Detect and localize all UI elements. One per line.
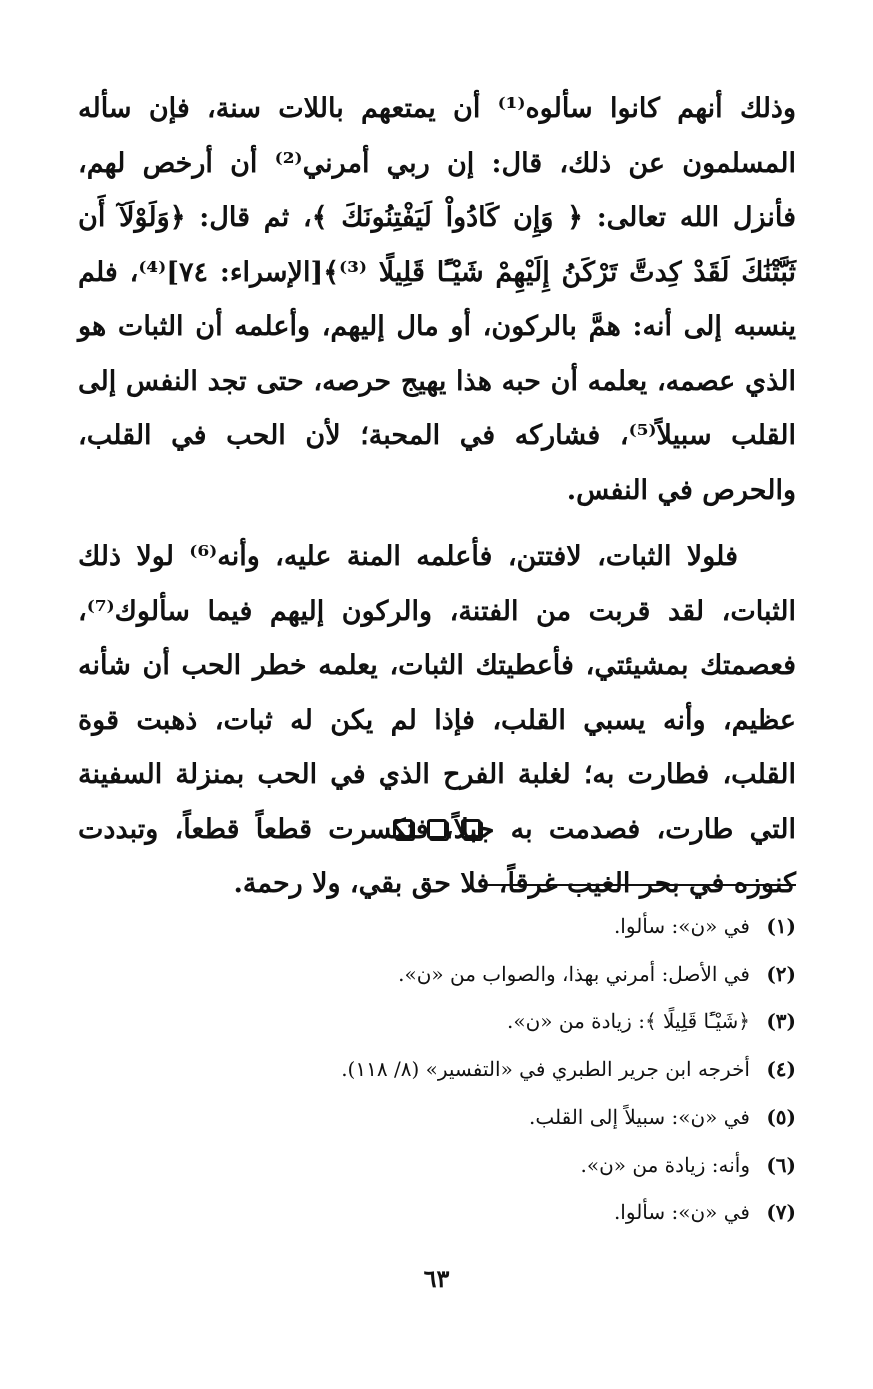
- footnote-number: (٦): [766, 1152, 796, 1177]
- footnote-number: (٢): [766, 961, 796, 986]
- footnote: [200, 1046, 796, 1094]
- footnote-text: في «ن»: سبيلاً إلى القلب.: [528, 1104, 750, 1129]
- footnote-text: وأنه: زيادة من «ن».: [580, 1152, 750, 1177]
- separator-box-icon: [461, 819, 481, 839]
- footnote-number: (٤): [766, 1057, 796, 1082]
- footnote-text: في «ن»: سألوا.: [613, 914, 750, 938]
- separator-box-icon: [393, 819, 413, 839]
- footnote-divider: [485, 884, 796, 886]
- footnote-number: (٣): [766, 1009, 796, 1034]
- footnote-text: أخرجه ابن جرير الطبري في «التفسير» (٨/ ١١٨).: [341, 1057, 750, 1082]
- paragraph-1: وذلك أنهم كانوا سألوه⁽¹⁾ أن يمتعهم باللات سنة، فإن سأله المسلمون عن ذلك، قال: إن ربي أمرني⁽²⁾ أن أرخص لهم، فأنزل الله تعالى: ﴿ وَإِن كَادُواْ لَيَفْتِنُونَكَ ﴾، ثم قال: ﴿وَلَوْلَآ أَن ثَبَّتْنَٰكَ لَقَدْ كِدتَّ تَرْكَنُ إِلَيْهِمْ شَيْـًٔا قَلِيلًا ⁽³⁾﴾[الإسراء: ٧٤]⁽⁴⁾، فلم ينسبه إلى أنه: همَّ بالركون، أو مال إليهم، وأعلمه أن الثبات هو الذي عصمه، يعلمه أن حبه هذا يهيج حرصه، حتى تجد النفس إلى القلب سبيلاً⁽⁵⁾، فشاركه في المحبة؛ لأن الحب في القلب، والحرص في النفس.: [78, 93, 796, 506]
- separator-box-icon: [427, 819, 447, 839]
- footnote-text: في «ن»: سألوا.: [613, 1200, 750, 1225]
- footnote-text: ﴿شَيْـًٔا قَلِيلًا ﴾: زيادة من «ن».: [506, 1009, 750, 1034]
- footnote: [200, 951, 796, 999]
- footnote: [200, 1094, 796, 1142]
- footnote-number: (١): [766, 914, 796, 938]
- footnote: [200, 1189, 796, 1237]
- footnote-text: في الأصل: أمرني بهذا، والصواب من «ن».: [398, 961, 750, 986]
- section-separator: [0, 819, 873, 839]
- footnote-number: (٧): [766, 1200, 796, 1225]
- paragraph-2: فلولا الثبات، لافتتن، فأعلمه المنة عليه، وأنه⁽⁶⁾ لولا ذلك الثبات، لقد قربت من الفتنة، والركون إليهم فيما سألوك⁽⁷⁾، فعصمتك بمشيئتي، فأعطيتك الثبات، يعلمه خطر الحب أن شأنه عظيم، وأنه يسبي القلب، فإذا لم يكن له ثبات، ذهبت قوة القلب، فطارت به؛ لغلبة الفرح الذي في الحب بمنزلة السفينة التي طارت، فصدمت به جبلاً، فتكسرت قطعاً قطعاً، وتبددت كنوزه في بحر الغيب غرقاً، فلا حق بقي، ولا رحمة.: [78, 541, 796, 899]
- footnote-number: (٥): [766, 1104, 796, 1129]
- footnotes: [200, 903, 796, 1237]
- footnote: [200, 1142, 796, 1190]
- footnote: [200, 998, 796, 1046]
- footnote: [200, 903, 796, 951]
- main-text: [78, 82, 796, 912]
- page-number: ٦٣: [423, 1264, 450, 1293]
